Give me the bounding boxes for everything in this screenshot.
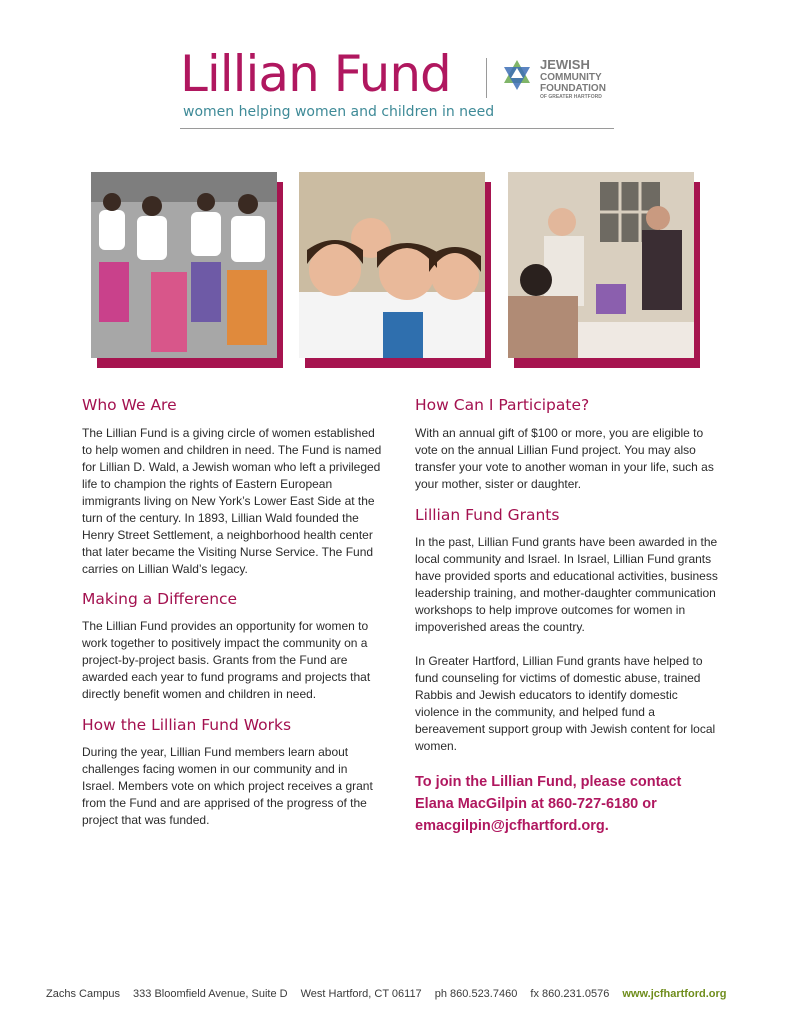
right-column bbox=[415, 396, 721, 837]
footer bbox=[46, 988, 746, 1000]
paragraph-grants-hartford: In Greater Hartford, Lillian Fund grants have helped to fund counseling for victims of domestic abuse, trained Rabbis and Jewish educators to identify domestic violence in the community, and helped fund a bereavement support group with Jewish content for local women. bbox=[415, 654, 716, 753]
footer-address: 333 Bloomfield Avenue, Suite D bbox=[133, 988, 288, 1000]
heading-how-it-works: How the Lillian Fund Works bbox=[82, 716, 292, 734]
paragraph-grants-israel: In the past, Lillian Fund grants have been awarded in the local community and Israel. In Israel, Lillian Fund grants have provided sports and educational activities, business leadership training, and mother-daughter communication workshops to help improve outcomes for women in impoverished areas the country. bbox=[415, 535, 718, 634]
footer-website-link[interactable]: www.jcfhartford.org bbox=[622, 988, 727, 1000]
footer-campus: Zachs Campus bbox=[46, 988, 120, 1000]
partner-line2: COMMUNITY bbox=[540, 72, 602, 83]
photo-workshop bbox=[508, 172, 694, 358]
footer-fax: fx 860.231.0576 bbox=[530, 988, 610, 1000]
paragraph-how-it-works: During the year, Lillian Fund members learn about challenges facing women in our community and in Israel. Members vote on which project receives a grant from the Fund and are apprised of the progress of the project that was funded. bbox=[82, 745, 373, 827]
footer-phone: ph 860.523.7460 bbox=[434, 988, 518, 1000]
header bbox=[180, 44, 614, 130]
paragraph-making-a-difference: The Lillian Fund provides an opportunity for women to work together to positively impact the community on a project-by-project basis. Grants from the Fund are awarded each year to fund programs and projects that directly benefit women and children in need. bbox=[82, 619, 371, 701]
photo-girls bbox=[299, 172, 485, 358]
heading-grants: Lillian Fund Grants bbox=[415, 506, 560, 524]
heading-participate: How Can I Participate? bbox=[415, 396, 590, 414]
photo-dancers bbox=[91, 172, 277, 358]
partner-logo-text bbox=[540, 58, 606, 101]
star-of-david-logo-icon bbox=[500, 58, 534, 92]
header-rule bbox=[180, 128, 614, 129]
paragraph-who-we-are: The Lillian Fund is a giving circle of women established to help women and children in need. The Fund is named for Lillian D. Wald, a Jewish woman who left a privileged life to champion the rights of Eastern European immigrants living on New York’s Lower East Side at the turn of the century. In 1893, Lillian Wald founded the Henry Street Settlement, a neighborhood health center that later became the Visiting Nurse Service. The Fund carries on Lillian Wald’s legacy. bbox=[82, 426, 382, 576]
partner-line4: OF GREATER HARTFORD bbox=[540, 94, 602, 100]
paragraph-participate: With an annual gift of $100 or more, you are eligible to vote on the annual Lillian Fund project. You may also transfer your vote to another woman in your life, such as your mother, sister or daughter. bbox=[415, 426, 714, 491]
contact-callout: To join the Lillian Fund, please contact Elana MacGilpin at 860-727-6180 or emacgilpin@jcfhartford.org. bbox=[415, 774, 682, 834]
partner-line1: JEWISH bbox=[540, 57, 590, 72]
heading-making-a-difference: Making a Difference bbox=[82, 590, 238, 608]
heading-who-we-are: Who We Are bbox=[82, 396, 177, 414]
footer-city: West Hartford, CT 06117 bbox=[300, 988, 422, 1000]
left-column bbox=[82, 396, 382, 829]
tagline: women helping women and children in need bbox=[183, 104, 495, 120]
page-title: Lillian Fund bbox=[180, 45, 451, 103]
partner-line3: FOUNDATION bbox=[540, 83, 606, 94]
header-divider bbox=[486, 58, 487, 98]
